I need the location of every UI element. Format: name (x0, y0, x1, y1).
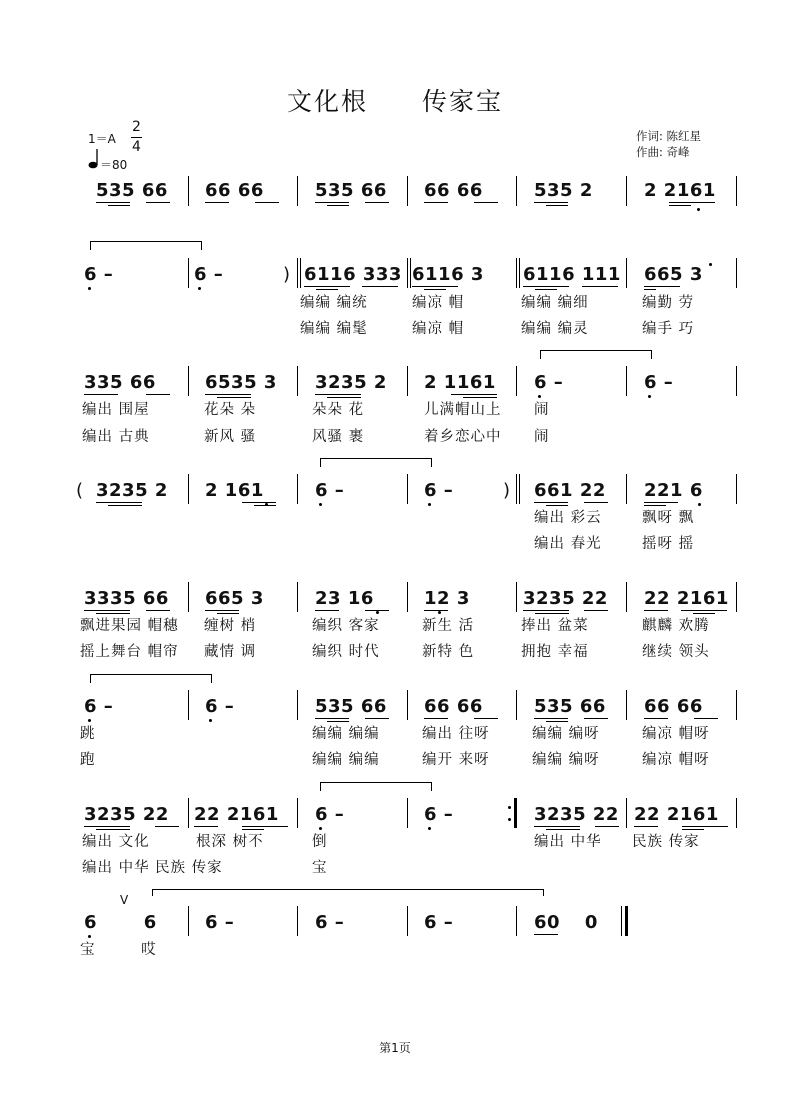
measure-notes: 2 1161 (424, 372, 496, 393)
lyric: 继续 领头 (642, 644, 710, 660)
lyric: 编凉 帽呀 (642, 752, 710, 768)
measure-notes: 66 66 (644, 696, 703, 717)
tie-bracket (152, 889, 544, 896)
measure-1-notes: 535 66 (96, 180, 168, 201)
lyric: 编出 春光 (534, 536, 602, 552)
measure-notes: 2 161 (205, 480, 264, 501)
measure-notes: 12 3 (424, 588, 470, 609)
lyric: 编凉 帽呀 (642, 726, 710, 742)
measure-notes: 6 – (315, 912, 345, 933)
lyric: 编编 编细 (521, 295, 589, 311)
measure-notes: 22 2161 (634, 804, 719, 825)
barline (297, 176, 298, 206)
measure-notes: 3335 66 (84, 588, 169, 609)
lyric: 花朵 朵 (204, 402, 257, 418)
measure-notes: 6 – (644, 372, 674, 393)
measure-notes: 535 66 (315, 696, 387, 717)
final-barline (621, 906, 622, 936)
lyric: 根深 树不 (196, 834, 264, 850)
measure-notes: 22 2161 (644, 588, 729, 609)
lyric: 编出 中华 (82, 860, 150, 876)
repeat-ending-bracket (540, 350, 652, 359)
meter-denominator: 4 (132, 139, 141, 155)
lyric: 编编 编呀 (532, 752, 600, 768)
lyric: 编开 来呀 (422, 752, 490, 768)
measure-notes: 6116 3 (412, 264, 484, 285)
repeat-ending-bracket (90, 241, 202, 250)
measure-notes: 661 22 (534, 480, 606, 501)
lyric: 闹 (534, 402, 550, 418)
measure-notes: 22 2161 (194, 804, 279, 825)
measure-notes: 66 66 (424, 696, 483, 717)
composer: 作曲: 奇峰 (636, 145, 690, 159)
lyric: 编编 编呀 (532, 726, 600, 742)
paren-close: ) (503, 480, 511, 501)
measure-notes: 6 – (84, 696, 114, 717)
measure-notes: 6 – (424, 480, 454, 501)
measure-notes: 6 – (84, 264, 114, 285)
credits (636, 128, 701, 160)
lyric: 宝 (312, 860, 328, 876)
lyric: 朵朵 花 (312, 402, 365, 418)
lyric: 着乡恋心中 (424, 429, 502, 445)
lyric: 编手 巧 (642, 321, 695, 337)
meter-numerator: 2 (132, 119, 141, 135)
measure-notes: 6 – (205, 696, 235, 717)
lyric: 民族 传家 (155, 860, 223, 876)
lyric: 新风 骚 (204, 429, 257, 445)
measure-notes: 6 – (315, 480, 345, 501)
measure-5-notes: 535 2 (534, 180, 593, 201)
key-signature: 1＝A (88, 132, 116, 146)
measure-notes: 6116 111 (523, 264, 621, 285)
repeat-sign (514, 798, 517, 828)
lyric: 飘呀 飘 (642, 510, 695, 526)
measure-notes: 3235 22 (84, 804, 169, 825)
measure-6-notes: 2 2161 (644, 180, 716, 201)
lyric: 编勤 劳 (642, 295, 695, 311)
measure-2-notes: 66 66 (205, 180, 264, 201)
lyric: 拥抱 幸福 (521, 644, 589, 660)
barline (407, 176, 408, 206)
lyric: 藏情 调 (204, 644, 257, 660)
lyric: 闹 (534, 429, 550, 445)
lyric: 编出 中华 (534, 834, 602, 850)
barline (188, 176, 189, 206)
lyric: 儿满帽山上 (424, 402, 502, 418)
measure-notes: 6 – (424, 912, 454, 933)
lyric: 风骚 裹 (312, 429, 365, 445)
measure-notes: 3235 22 (534, 804, 619, 825)
barline (516, 176, 517, 206)
repeat-ending-bracket (90, 674, 212, 683)
lyric: 编出 往呀 (422, 726, 490, 742)
lyric: 编出 文化 (82, 834, 150, 850)
measure-notes: 221 6 (644, 480, 703, 501)
measure-notes: 6 – (315, 804, 345, 825)
measure-notes: 3235 2 (96, 480, 168, 501)
lyric: 摇呀 摇 (642, 536, 695, 552)
lyric: 跳 (80, 726, 96, 742)
lyric: 编出 古典 (82, 429, 150, 445)
lyric: 编编 编髦 (300, 321, 368, 337)
lyric: 编织 时代 (312, 644, 380, 660)
lyric: 编编 编灵 (521, 321, 589, 337)
song-title: 文化根 传家宝 (286, 87, 503, 116)
lyric: 新生 活 (422, 618, 475, 634)
paren-open: ( (76, 480, 84, 501)
meter-line (131, 137, 142, 138)
lyric: 飘进果园 帽穗 (80, 618, 179, 634)
measure-notes: 3235 2 (315, 372, 387, 393)
lyric: 宝 哎 (80, 942, 157, 958)
quarter-note-icon (88, 148, 100, 170)
lyricist: 作词: 陈红星 (636, 129, 702, 143)
lyric: 编编 编统 (300, 295, 368, 311)
repeat-ending-bracket (320, 458, 432, 467)
measure-notes: 665 3 (644, 264, 703, 285)
measure-notes: 665 3 (205, 588, 264, 609)
measure-notes: 23 16 (315, 588, 374, 609)
measure-notes: 3235 22 (523, 588, 608, 609)
measure-4-notes: 66 66 (424, 180, 483, 201)
measure-notes: 60 0 (534, 912, 598, 933)
measure-notes: 6116 333 (304, 264, 402, 285)
measure-notes: 6 – (534, 372, 564, 393)
measure-notes: 6 – (194, 264, 224, 285)
lyric: 麒麟 欢腾 (642, 618, 710, 634)
breath-mark: V (120, 893, 130, 907)
lyric: 捧出 盆菜 (521, 618, 589, 634)
barline (626, 176, 627, 206)
measure-notes: 335 66 (84, 372, 156, 393)
lyric: 摇上舞台 帽帘 (80, 644, 179, 660)
measure-notes: 6535 3 (205, 372, 277, 393)
lyric: 倒 (312, 834, 328, 850)
lyric: 缠树 梢 (204, 618, 257, 634)
lyric: 编编 编编 (312, 726, 380, 742)
lyric: 编出 围屋 (82, 402, 150, 418)
lyric: 编凉 帽 (412, 295, 465, 311)
page-number: 第1页 (379, 1041, 411, 1055)
measure-3-notes: 535 66 (315, 180, 387, 201)
measure-notes: 535 66 (534, 696, 606, 717)
lyric: 编编 编编 (312, 752, 380, 768)
lyric: 编出 彩云 (534, 510, 602, 526)
paren-close: ) (283, 264, 291, 285)
barline (736, 176, 737, 206)
tempo-marking: ＝80 (100, 158, 128, 172)
lyric: 民族 传家 (632, 834, 700, 850)
lyric: 跑 (80, 752, 96, 768)
measure-notes: 6 – (205, 912, 235, 933)
lyric: 新特 色 (422, 644, 475, 660)
measure-notes: 6 6 (84, 912, 157, 933)
lyric: 编凉 帽 (412, 321, 465, 337)
repeat-ending-bracket (320, 782, 432, 791)
measure-notes: 6 – (424, 804, 454, 825)
lyric: 编织 客家 (312, 618, 380, 634)
